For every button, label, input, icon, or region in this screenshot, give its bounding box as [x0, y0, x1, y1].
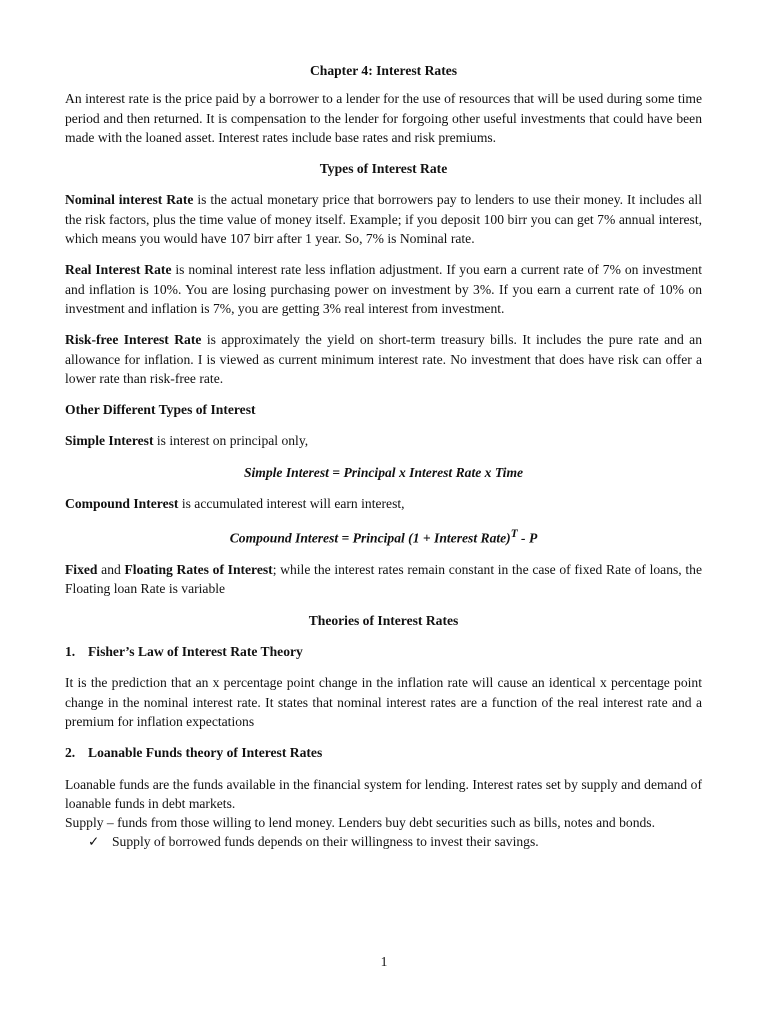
theory1-title: Fisher’s Law of Interest Rate Theory — [88, 644, 303, 660]
simple-interest-formula: Simple Interest = Principal x Interest Rate x Time — [243, 464, 524, 480]
fixed-term: Fixed — [65, 562, 98, 578]
checkmark-icon: ✓ — [88, 834, 100, 850]
risk-free-term: Risk-free Interest Rate — [65, 332, 202, 348]
theory2-paragraph-1: Loanable funds are the funds available in the financial system for lending. Interest rates set by supply and demand of loanable funds in debt markets. — [65, 776, 702, 811]
compound-text: is accumulated interest will earn interest, — [178, 496, 405, 512]
theory1-heading — [65, 642, 702, 661]
fixed-floating-text: ; while the interest rates remain constant in the case of fixed Rate of loans, the Floating loan Rate is variable — [65, 562, 702, 597]
checkmark-list-item — [65, 832, 702, 851]
checkmark-item-text: Supply of borrowed funds depends on their willingness to invest their savings. — [112, 834, 539, 850]
theory2-title: Loanable Funds theory of Interest Rates — [88, 745, 323, 761]
simple-paragraph — [65, 431, 702, 450]
page-number: 1 — [380, 954, 388, 969]
simple-text: is interest on principal only, — [153, 433, 309, 449]
real-text: is nominal interest rate less inflation adjustment. If you earn a current rate of 7% on investment and inflation is 10%. You are losing purchasing power on investment by 3%. If you earn a current rate of 10% on investment and inflation is 7%, you are getting 3% real interest from investment. — [65, 262, 702, 316]
nominal-paragraph — [65, 190, 702, 248]
other-types-heading: Other Different Types of Interest — [65, 402, 256, 418]
theory2-paragraph-2: Supply – funds from those willing to lend money. Lenders buy debt securities such as bills, notes and bonds. — [65, 815, 655, 831]
fixed-floating-and: and — [97, 562, 125, 578]
floating-term: Floating Rates of Interest — [124, 562, 273, 578]
compound-interest-formula — [65, 525, 702, 548]
theory2-number: 2. — [65, 745, 76, 761]
compound-paragraph — [65, 494, 702, 513]
fixed-floating-paragraph — [65, 560, 702, 599]
risk-free-paragraph — [65, 330, 702, 388]
theories-heading: Theories of Interest Rates — [308, 612, 459, 628]
chapter-title: Chapter 4: Interest Rates — [309, 63, 458, 78]
real-paragraph — [65, 260, 702, 318]
compound-term: Compound Interest — [65, 496, 179, 512]
compound-formula-tail: - P — [517, 530, 538, 546]
nominal-text: is the actual monetary price that borrowers pay to lenders to use their money. It includes all the risk factors, plus the time value of money itself. Example; if you deposit 100 birr you can get 7% annual interest, which means you would have 107 birr after 1 year. So, 7% is Nominal rate. — [65, 192, 702, 247]
theory2-heading — [65, 743, 702, 762]
risk-free-text: is approximately the yield on short-term treasury bills. It includes the pure rate and an allowance for inflation. I is viewed as current minimum interest rate. No investment that does have risk can offer a lower rate than risk-free rate. — [65, 332, 702, 386]
compound-formula-main: Compound Interest = Principal (1 + Interest Rate) — [229, 530, 511, 546]
nominal-term: Nominal interest Rate — [65, 192, 194, 208]
theory1-paragraph: It is the prediction that an x percentage point change in the inflation rate will cause an identical x percentage point change in the nominal interest rate. It states that nominal interest rates are a function of the real interest rate and a premium for inflation expectations — [65, 675, 702, 729]
intro-paragraph: An interest rate is the price paid by a borrower to a lender for the use of resources that will be used during some time period and then returned. It is compensation to the lender for forgoing other useful investments that could have been made with the loaned asset. Interest rates include base rates and risk premiums. — [65, 91, 702, 145]
simple-term: Simple Interest — [65, 433, 154, 449]
real-term: Real Interest Rate — [65, 262, 172, 278]
theory1-number: 1. — [65, 644, 76, 660]
types-heading: Types of Interest Rate — [319, 161, 448, 177]
compound-formula-exponent: T — [510, 528, 518, 541]
document-body — [65, 61, 702, 852]
